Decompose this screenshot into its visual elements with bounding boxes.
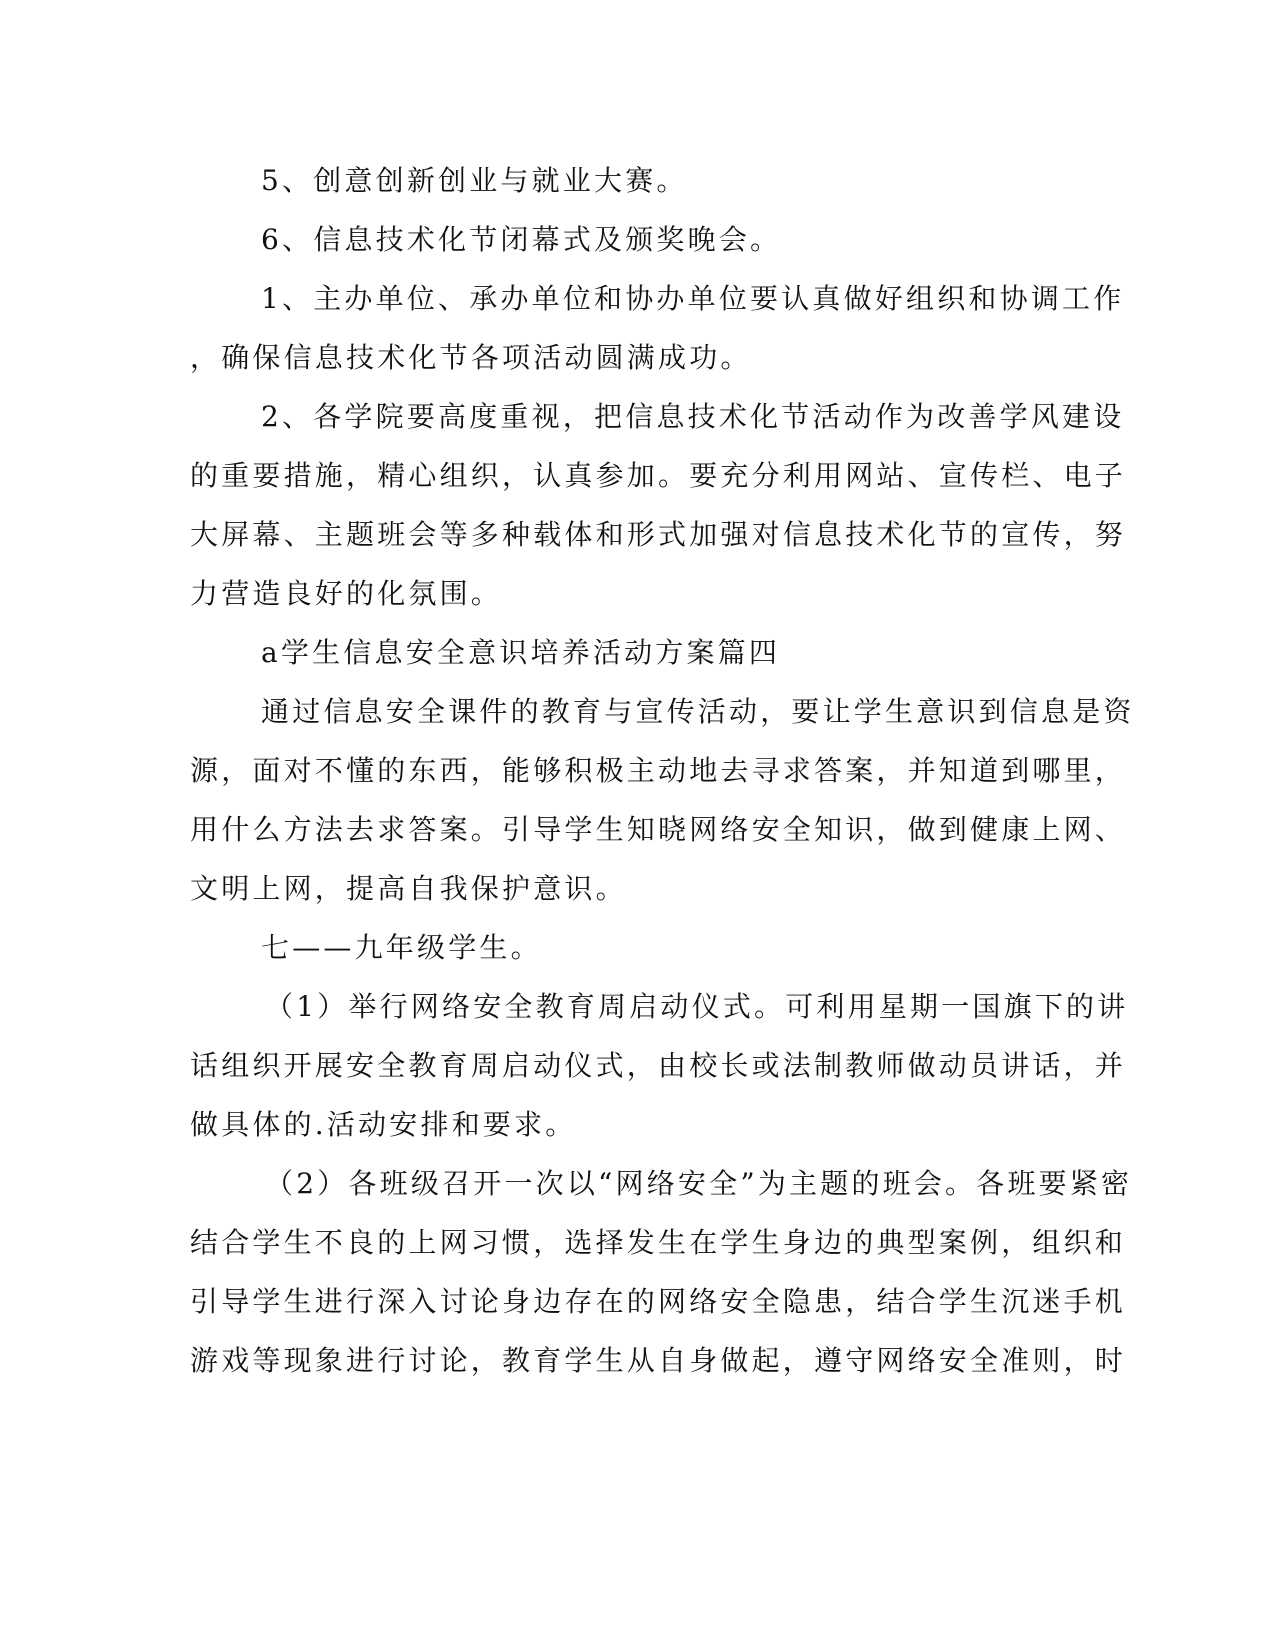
- paragraph-line: 做具体的.活动安排和要求。: [190, 1108, 577, 1141]
- paragraph-line: 力营造良好的化氛围。: [190, 577, 503, 610]
- paragraph-line: 的重要措施，精心组织，认真参加。要充分利用网站、宣传栏、电子: [190, 459, 1127, 492]
- paragraph-line: 七——九年级学生。: [261, 931, 542, 964]
- paragraph-line: 游戏等现象进行讨论，教育学生从自身做起，遵守网络安全准则，时: [190, 1344, 1127, 1377]
- paragraph-line: 6、信息技术化节闭幕式及颁奖晚会。: [261, 223, 782, 256]
- section-heading: a学生信息安全意识培养活动方案篇四: [261, 636, 781, 669]
- paragraph-line: 2、各学院要高度重视，把信息技术化节活动作为改善学风建设: [261, 400, 1125, 433]
- paragraph-line: 源，面对不懂的东西，能够积极主动地去寻求答案，并知道到哪里，: [190, 754, 1127, 787]
- paragraph-line: 文明上网，提高自我保护意识。: [190, 872, 627, 905]
- paragraph-line: ，确保信息技术化节各项活动圆满成功。: [190, 341, 752, 374]
- paragraph-line: 话组织开展安全教育周启动仪式，由校长或法制教师做动员讲话，并: [190, 1049, 1127, 1082]
- paragraph-line: 引导学生进行深入讨论身边存在的网络安全隐患，结合学生沉迷手机: [190, 1285, 1127, 1318]
- paragraph-line: 用什么方法去求答案。引导学生知晓网络安全知识，做到健康上网、: [190, 813, 1127, 846]
- paragraph-line: （2）各班级召开一次以“网络安全”为主题的班会。各班要紧密: [265, 1167, 1133, 1200]
- paragraph-line: （1）举行网络安全教育周启动仪式。可利用星期一国旗下的讲: [265, 990, 1129, 1023]
- paragraph-line: 5、创意创新创业与就业大赛。: [261, 164, 688, 197]
- paragraph-line: 通过信息安全课件的教育与宣传活动，要让学生意识到信息是资: [261, 695, 1135, 728]
- paragraph-line: 1、主办单位、承办单位和协办单位要认真做好组织和协调工作: [261, 282, 1125, 315]
- paragraph-line: 结合学生不良的上网习惯，选择发生在学生身边的典型案例，组织和: [190, 1226, 1127, 1259]
- paragraph-line: 大屏幕、主题班会等多种载体和形式加强对信息技术化节的宣传，努: [190, 518, 1127, 551]
